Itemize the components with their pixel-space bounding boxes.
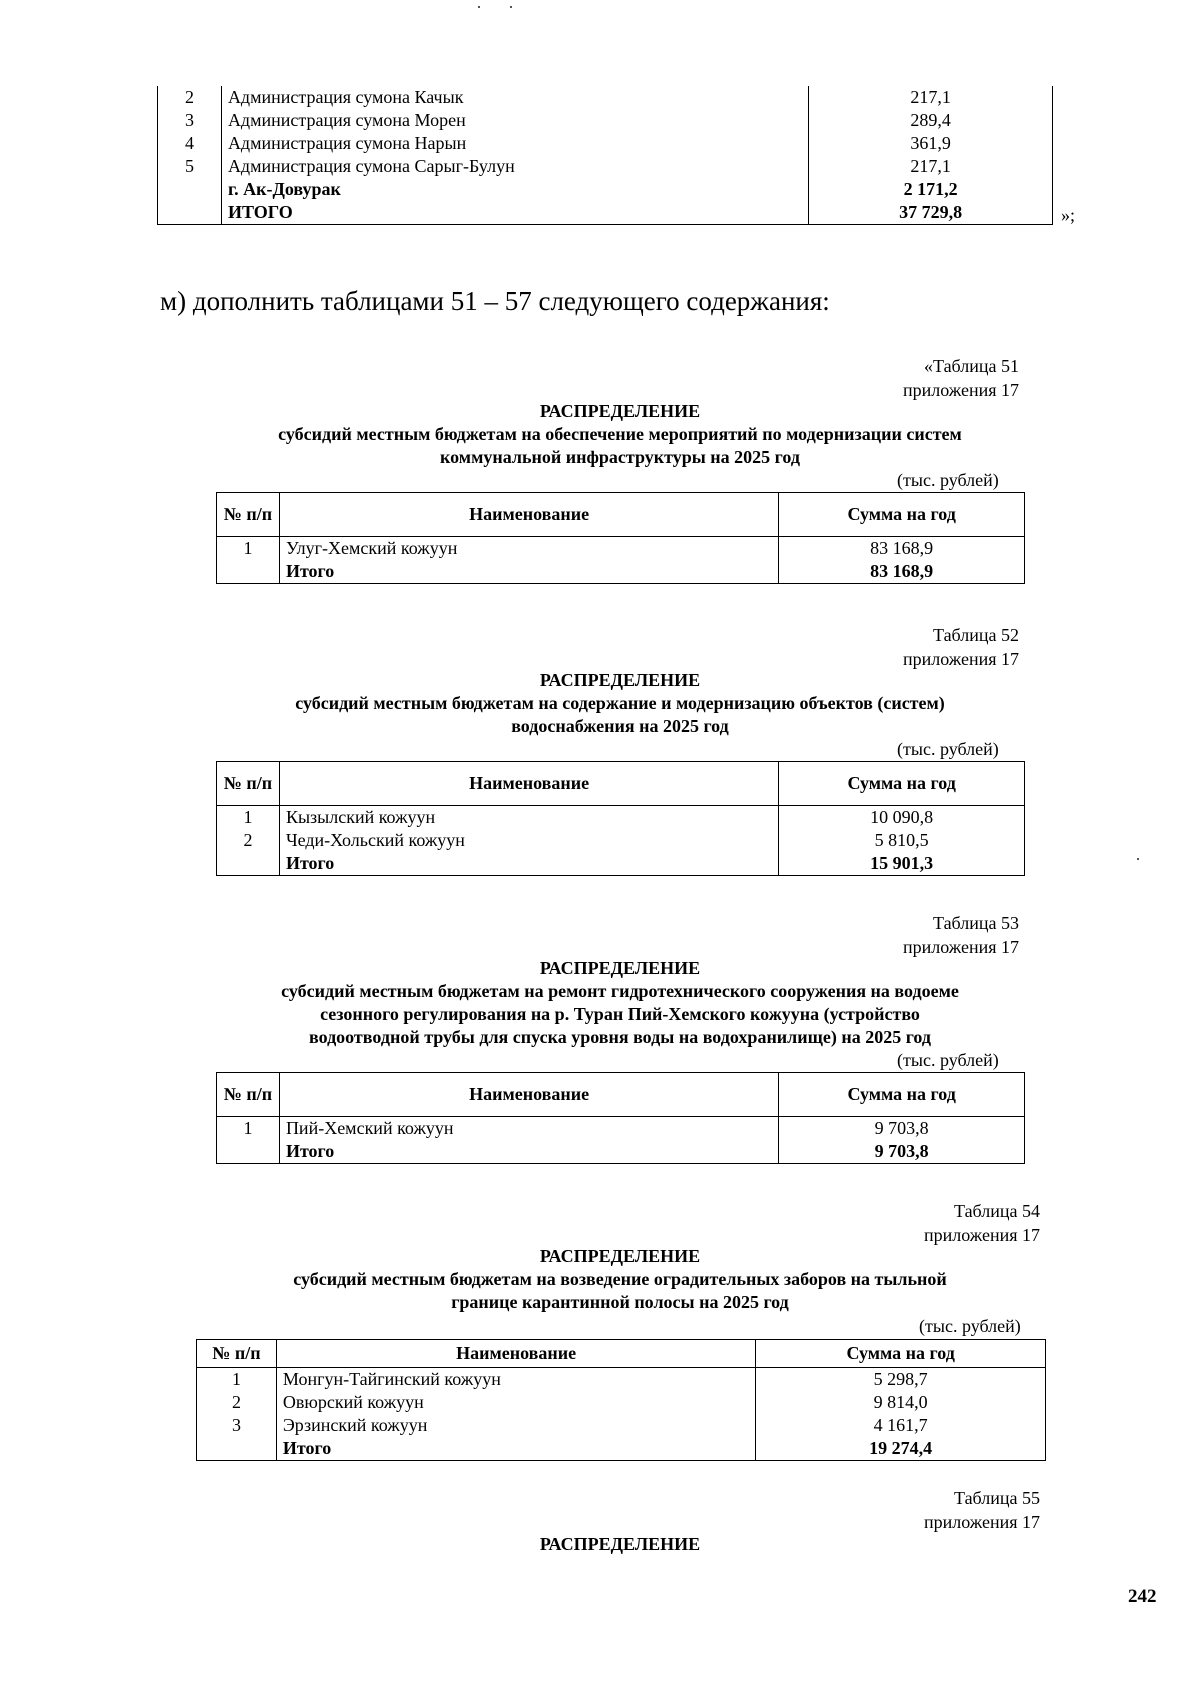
row-name: г. Ак-Довурак	[221, 178, 808, 201]
heading-title: РАСПРЕДЕЛЕНИЕ	[539, 670, 701, 690]
column-header-number: № п/п	[197, 1340, 277, 1368]
row-name: ИТОГО	[221, 201, 808, 225]
row-sum: 289,4	[809, 109, 1053, 132]
table-51-heading	[180, 400, 1060, 469]
row-number: 4	[158, 132, 222, 155]
column-header-sum: Сумма на год	[779, 493, 1025, 537]
row-number	[217, 1140, 280, 1164]
appendix-label: приложения 17	[923, 1225, 1040, 1245]
table-header-row	[217, 762, 1025, 806]
row-sum: 15 901,3	[779, 852, 1025, 876]
row-name: Монгун-Тайгинский кожуун	[276, 1368, 755, 1392]
row-number: 2	[158, 86, 222, 109]
subtitle-line: коммунальной инфраструктуры на 2025 год	[440, 447, 800, 467]
intro-text: м) дополнить таблицами 51 – 57 следующего содержания:	[160, 286, 830, 316]
table-row	[217, 806, 1025, 830]
heading-title: РАСПРЕДЕЛЕНИЕ	[539, 958, 701, 978]
table-label: Таблица 54	[954, 1201, 1040, 1221]
heading-title: РАСПРЕДЕЛЕНИЕ	[539, 401, 701, 421]
table-label: «Таблица 51	[924, 356, 1019, 376]
row-number	[158, 201, 222, 225]
row-sum: 9 703,8	[779, 1117, 1025, 1141]
row-number: 1	[217, 806, 280, 830]
row-number: 1	[217, 537, 280, 561]
table-row	[197, 1414, 1046, 1437]
subtitle-line: субсидий местным бюджетам на содержание и модернизацию объектов (систем)	[295, 693, 945, 713]
column-header-number: № п/п	[217, 762, 280, 806]
subtitle-line: водоснабжения на 2025 год	[511, 716, 729, 736]
table-53	[216, 1072, 1025, 1164]
table-52-caption	[903, 623, 1019, 671]
table-55-caption	[924, 1486, 1040, 1534]
row-sum: 9 814,0	[756, 1391, 1046, 1414]
page-number: 242	[1128, 1586, 1157, 1607]
closing-quote: »;	[1061, 205, 1076, 225]
table-row	[197, 1437, 1046, 1461]
row-name: Администрация сумона Нарын	[221, 132, 808, 155]
table-55-heading	[180, 1533, 1060, 1556]
table-52	[216, 761, 1025, 876]
column-header-sum: Сумма на год	[779, 1073, 1025, 1117]
appendix-label: приложения 17	[902, 380, 1019, 400]
row-name: Итого	[276, 1437, 755, 1461]
row-number	[197, 1437, 277, 1461]
column-header-name: Наименование	[276, 1340, 755, 1368]
appendix-label: приложения 17	[902, 649, 1019, 669]
row-sum: 83 168,9	[779, 560, 1025, 584]
table-row	[217, 829, 1025, 852]
scan-mark	[478, 6, 480, 8]
appendix-label: приложения 17	[923, 1512, 1040, 1532]
row-sum: 217,1	[809, 155, 1053, 178]
column-header-number: № п/п	[217, 493, 280, 537]
row-number	[217, 560, 280, 584]
row-name: Администрация сумона Сарыг-Булун	[221, 155, 808, 178]
row-sum: 217,1	[809, 86, 1053, 109]
row-name: Улуг-Хемский кожуун	[279, 537, 778, 561]
table-53-caption	[903, 911, 1019, 959]
table-row	[217, 560, 1025, 584]
row-sum: 9 703,8	[779, 1140, 1025, 1164]
row-sum: 37 729,8	[809, 201, 1053, 225]
units-label: (тыс. рублей)	[897, 1050, 999, 1070]
row-sum: 83 168,9	[779, 537, 1025, 561]
row-number: 5	[158, 155, 222, 178]
top-table	[157, 86, 1053, 225]
table-row	[217, 852, 1025, 876]
units-label: (тыс. рублей)	[919, 1316, 1021, 1336]
table-header-row	[217, 493, 1025, 537]
appendix-label: приложения 17	[902, 937, 1019, 957]
row-number: 2	[197, 1391, 277, 1414]
subtitle-line: субсидий местным бюджетам на обеспечение мероприятий по модернизации систем	[278, 424, 962, 444]
row-number: 1	[197, 1368, 277, 1392]
row-name: Итого	[279, 560, 778, 584]
row-name: Итого	[279, 1140, 778, 1164]
row-name: Овюрский кожуун	[276, 1391, 755, 1414]
row-number	[158, 178, 222, 201]
row-name: Администрация сумона Качык	[221, 86, 808, 109]
row-name: Кызылский кожуун	[279, 806, 778, 830]
row-sum: 5 298,7	[756, 1368, 1046, 1392]
subtitle-line: сезонного регулирования на р. Туран Пий-Хемского кожууна (устройство	[320, 1004, 920, 1024]
scan-mark	[1137, 858, 1139, 860]
table-row	[217, 1117, 1025, 1141]
row-name: Итого	[279, 852, 778, 876]
row-name: Чеди-Хольский кожуун	[279, 829, 778, 852]
row-sum: 361,9	[809, 132, 1053, 155]
row-number: 2	[217, 829, 280, 852]
row-sum: 5 810,5	[779, 829, 1025, 852]
table-label: Таблица 53	[933, 913, 1019, 933]
units-label: (тыс. рублей)	[897, 739, 999, 759]
table-row	[197, 1391, 1046, 1414]
row-number: 3	[197, 1414, 277, 1437]
table-row	[197, 1368, 1046, 1392]
row-number: 3	[158, 109, 222, 132]
table-54-heading	[180, 1245, 1060, 1314]
subtitle-line: водоотводной трубы для спуска уровня воды на водохранилище) на 2025 год	[308, 1027, 932, 1047]
table-label: Таблица 55	[954, 1488, 1040, 1508]
subtitle-line: субсидий местным бюджетам на возведение оградительных заборов на тыльной	[293, 1269, 947, 1289]
row-name: Пий-Хемский кожуун	[279, 1117, 778, 1141]
row-sum: 2 171,2	[809, 178, 1053, 201]
row-number: 1	[217, 1117, 280, 1141]
table-row	[217, 1140, 1025, 1164]
row-number	[217, 852, 280, 876]
table-row	[158, 155, 1053, 178]
table-row	[158, 132, 1053, 155]
table-54	[196, 1339, 1046, 1461]
table-54-caption	[924, 1199, 1040, 1247]
table-52-heading	[180, 669, 1060, 738]
column-header-name: Наименование	[279, 1073, 778, 1117]
subtitle-line: субсидий местным бюджетам на ремонт гидротехнического сооружения на водоеме	[281, 981, 959, 1001]
table-row	[158, 109, 1053, 132]
units-label: (тыс. рублей)	[897, 470, 999, 490]
subtitle-line: границе карантинной полосы на 2025 год	[451, 1292, 789, 1312]
column-header-sum: Сумма на год	[756, 1340, 1046, 1368]
row-sum: 10 090,8	[779, 806, 1025, 830]
scan-mark	[510, 6, 512, 8]
row-name: Эрзинский кожуун	[276, 1414, 755, 1437]
table-row	[158, 201, 1053, 225]
heading-title: РАСПРЕДЕЛЕНИЕ	[539, 1534, 701, 1554]
row-name: Администрация сумона Морен	[221, 109, 808, 132]
column-header-number: № п/п	[217, 1073, 280, 1117]
heading-title: РАСПРЕДЕЛЕНИЕ	[539, 1246, 701, 1266]
column-header-name: Наименование	[279, 762, 778, 806]
table-row	[217, 537, 1025, 561]
table-51	[216, 492, 1025, 584]
table-label: Таблица 52	[933, 625, 1019, 645]
table-row	[158, 86, 1053, 109]
column-header-name: Наименование	[279, 493, 778, 537]
table-53-heading	[180, 957, 1060, 1049]
row-sum: 19 274,4	[756, 1437, 1046, 1461]
table-row	[158, 178, 1053, 201]
row-sum: 4 161,7	[756, 1414, 1046, 1437]
table-51-caption	[903, 354, 1019, 402]
column-header-sum: Сумма на год	[779, 762, 1025, 806]
table-header-row	[197, 1340, 1046, 1368]
table-header-row	[217, 1073, 1025, 1117]
